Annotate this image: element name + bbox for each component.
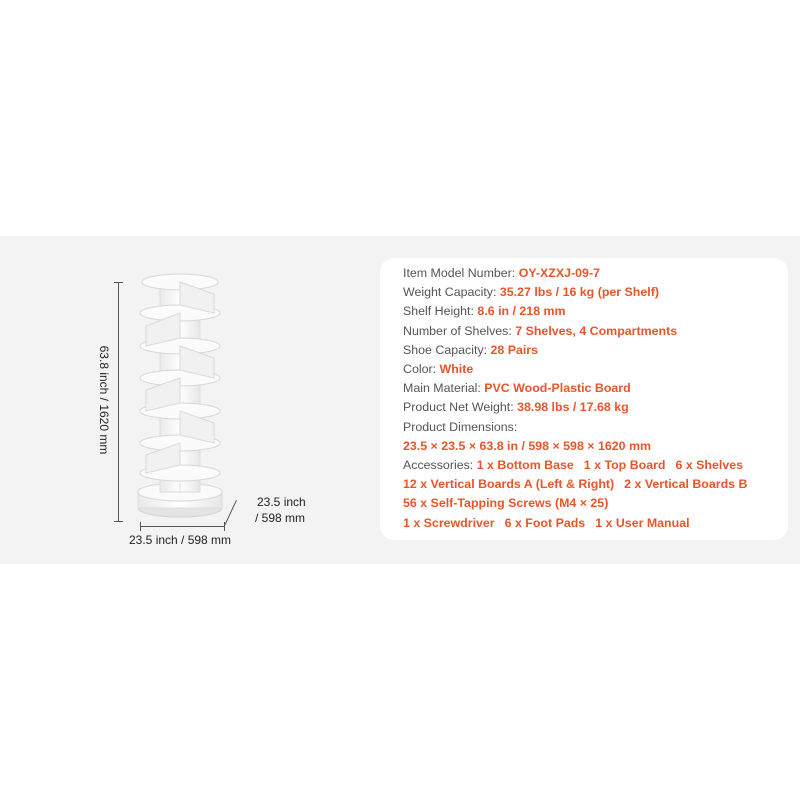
spec-value: 23.5 × 23.5 × 63.8 in / 598 × 598 × 1620 mm (403, 438, 652, 453)
accessory-item: 1 x Top Board (583, 458, 666, 473)
spec-row-dimensions-label (403, 418, 783, 437)
spec-value: White (439, 362, 474, 377)
accessory-item: 2 x Vertical Boards B (624, 477, 748, 492)
spec-row-accessories-2 (403, 475, 783, 494)
accessory-item: 1 x Bottom Base (476, 458, 574, 473)
accessory-item: 12 x Vertical Boards A (Left & Right) (403, 477, 615, 492)
accessory-item: 56 x Self-Tapping Screws (M4 × 25) (403, 496, 609, 511)
spec-label: Color: (403, 362, 437, 377)
spec-value: PVC Wood-Plastic Board (484, 381, 631, 396)
accessory-item: 6 x Shelves (675, 458, 744, 473)
width-dimension-label: 23.5 inch / 598 mm (129, 533, 232, 547)
spec-value: 38.98 lbs / 17.68 kg (517, 400, 629, 415)
width-dimension-line (140, 526, 225, 527)
accessory-item: 1 x User Manual (595, 515, 690, 530)
spec-label: Item Model Number: (403, 266, 516, 280)
spec-label: Product Dimensions: (403, 419, 518, 434)
spec-value: 35.27 lbs / 16 kg (per Shelf) (499, 285, 659, 300)
spec-list (403, 264, 783, 533)
spec-value: 28 Pairs (490, 342, 539, 357)
spec-value: OY-XZXJ-09-7 (518, 266, 600, 280)
spec-row-model (403, 264, 783, 283)
spec-label: Accessories: (403, 458, 474, 473)
accessory-item: 6 x Foot Pads (504, 515, 586, 530)
depth-dimension-label: 23.5 inch (257, 495, 306, 509)
spec-value: 8.6 in / 218 mm (477, 304, 566, 319)
accessory-item: 1 x Screwdriver (403, 515, 495, 530)
spec-row-material (403, 379, 783, 398)
spec-row-accessories (403, 456, 783, 475)
spec-row-net-weight (403, 398, 783, 417)
spec-label: Weight Capacity: (403, 285, 497, 300)
spec-row-weight (403, 283, 783, 302)
spec-row-shoe (403, 341, 783, 360)
height-dimension-label: 63.8 inch / 1620 mm (97, 345, 111, 455)
spec-row-accessories-3 (403, 494, 783, 513)
spec-label: Shelf Height: (403, 304, 474, 319)
spec-label: Product Net Weight: (403, 400, 514, 415)
spec-row-color (403, 360, 783, 379)
spec-label: Number of Shelves: (403, 323, 512, 338)
depth-dimension-label-mm: / 598 mm (255, 511, 306, 525)
spec-row-accessories-4 (403, 514, 783, 533)
spec-label: Main Material: (403, 381, 481, 396)
spec-row-dimensions-value (403, 437, 783, 456)
spec-value: 7 Shelves, 4 Compartments (515, 323, 678, 338)
spec-label: Shoe Capacity: (403, 342, 488, 357)
spec-row-shelf-height (403, 302, 783, 321)
height-dimension-line (118, 282, 119, 522)
spec-row-shelves (403, 322, 783, 341)
